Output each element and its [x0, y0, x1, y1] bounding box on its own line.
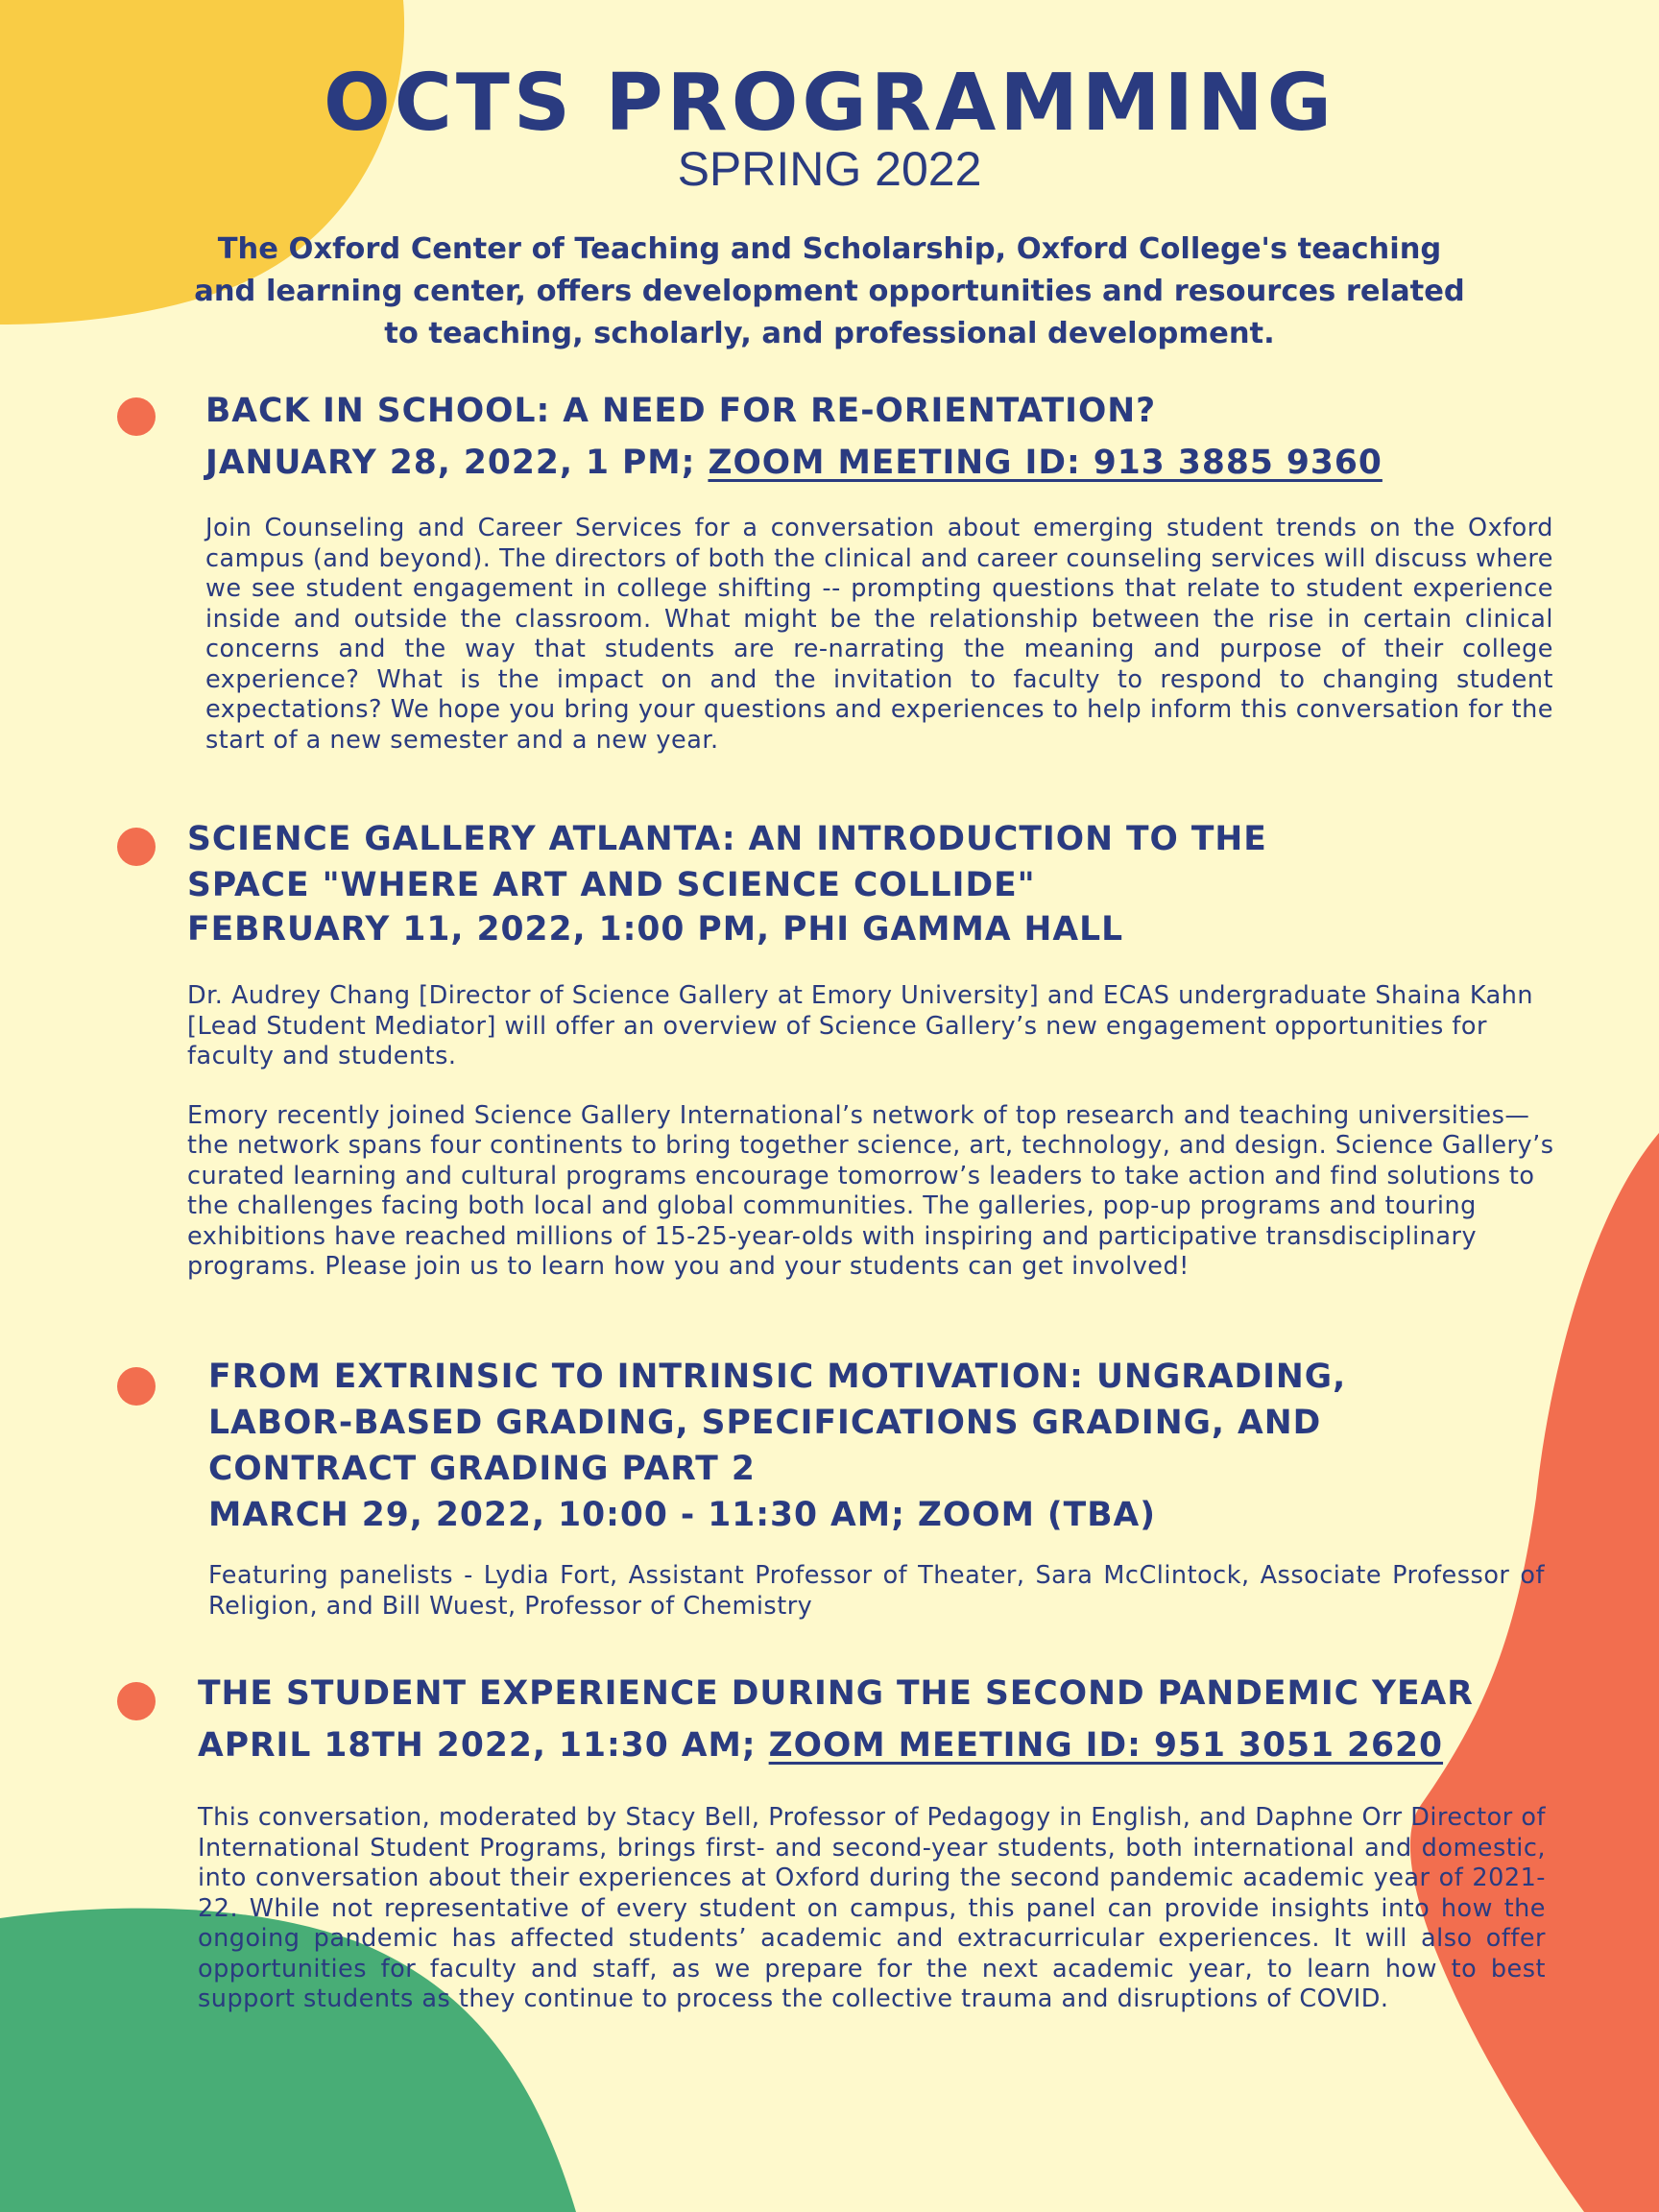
event-date-line: MARCH 29, 2022, 10:00 - 11:30 AM; ZOOM (TBA)	[208, 1496, 1156, 1534]
event-title-line: FROM EXTRINSIC TO INTRINSIC MOTIVATION: UNGRADING,	[208, 1358, 1347, 1396]
event-bullet	[117, 1367, 156, 1406]
event-title-line: LABOR-BASED GRADING, SPECIFICATIONS GRADING, AND	[208, 1404, 1322, 1442]
event-bullet	[117, 397, 156, 436]
event-paragraph: Dr. Audrey Chang [Director of Science Gallery at Emory University] and ECAS undergraduate Shaina Kahn [Lead Student Mediator] will offer an overview of Science Gallery’s new engagement opportunities for faculty and students.	[187, 981, 1534, 1070]
event-2-heading	[187, 816, 1267, 952]
event-title-line: CONTRACT GRADING PART 2	[208, 1450, 756, 1488]
event-paragraph: Emory recently joined Science Gallery International’s network of top research and teaching universities— the network spans four continents to bring together science, art, technology, and design. Science Gallery’s curated learning and cultural programs encourage tomorrow’s leaders to take action and find solutions to the challenges facing both local and global communities. The galleries, pop-up programs and touring exhibitions have reached millions of 15-25-year-olds with inspiring and participative transdisciplinary programs. Please join us to learn how you and your students can get involved!	[187, 1100, 1554, 1281]
event-4-heading	[198, 1671, 1474, 1768]
event-bullet	[117, 1682, 156, 1720]
event-date: JANUARY 28, 2022, 1 PM;	[205, 444, 709, 482]
event-1-heading	[205, 388, 1382, 486]
zoom-meeting-link[interactable]: ZOOM MEETING ID: 913 3885 9360	[708, 444, 1382, 482]
event-4-description	[198, 1803, 1546, 2015]
event-date-line	[198, 1722, 1474, 1768]
event-title-line: BACK IN SCHOOL: A NEED FOR RE-ORIENTATION?	[205, 392, 1157, 430]
event-1-description	[205, 514, 1553, 756]
event-date: APRIL 18TH 2022, 11:30 AM;	[198, 1726, 769, 1765]
intro-line: to teaching, scholarly, and professional development.	[384, 317, 1275, 350]
event-date-line	[205, 440, 1382, 486]
intro-line: The Oxford Center of Teaching and Scholarship, Oxford College's teaching	[217, 232, 1442, 266]
event-title-line: THE STUDENT EXPERIENCE DURING THE SECOND PANDEMIC YEAR	[198, 1674, 1474, 1713]
event-bullet	[117, 828, 156, 866]
page-subtitle: SPRING 2022	[677, 142, 982, 196]
intro-line: and learning center, offers development opportunities and resources related	[194, 275, 1465, 308]
event-paragraph: Join Counseling and Career Services for a conversation about emerging student trends on the Oxford campus (and beyond). The directors of both the clinical and career counseling services will discuss where we see student engagement in college shifting -- prompting questions that relate to student experience inside and outside the classroom. What might be the relationship between the rise in certain clinical concerns and the way that students are re-narrating the meaning and purpose of their college experience? What is the impact on and the invitation to faculty to respond to changing student expectations? We hope you bring your questions and experiences to help inform this conversation for the start of a new semester and a new year.	[205, 514, 1553, 755]
event-paragraph: Featuring panelists - Lydia Fort, Assistant Professor of Theater, Sara McClintock, Associate Professor of Religion, and Bill Wuest, Professor of Chemistry	[208, 1561, 1545, 1621]
event-3-heading	[208, 1354, 1346, 1538]
event-title-line: SCIENCE GALLERY ATLANTA: AN INTRODUCTION TO THE	[187, 820, 1267, 858]
intro-paragraph	[125, 228, 1534, 355]
zoom-meeting-link[interactable]: ZOOM MEETING ID: 951 3051 2620	[768, 1726, 1444, 1765]
event-2-description	[187, 981, 1570, 1283]
event-title-line: SPACE "WHERE ART AND SCIENCE COLLIDE"	[187, 866, 1036, 904]
event-date-line: FEBRUARY 11, 2022, 1:00 PM, PHI GAMMA HALL	[187, 910, 1124, 949]
page-title: OCTS PROGRAMMING	[324, 58, 1335, 149]
event-3-description	[208, 1561, 1545, 1622]
event-paragraph: This conversation, moderated by Stacy Bell, Professor of Pedagogy in English, and Daphne Orr Director of International Student Programs, brings first- and second-year students, both international and domestic, into conversation about their experiences at Oxford during the second pandemic academic year of 2021-22. While not representative of every student on campus, this panel can provide insights into how the ongoing pandemic has affected students’ academic and extracurricular experiences. It will also offer opportunities for faculty and staff, as we prepare for the next academic year, to learn how to best support students as they continue to process the collective trauma and disruptions of COVID.	[198, 1803, 1546, 2013]
